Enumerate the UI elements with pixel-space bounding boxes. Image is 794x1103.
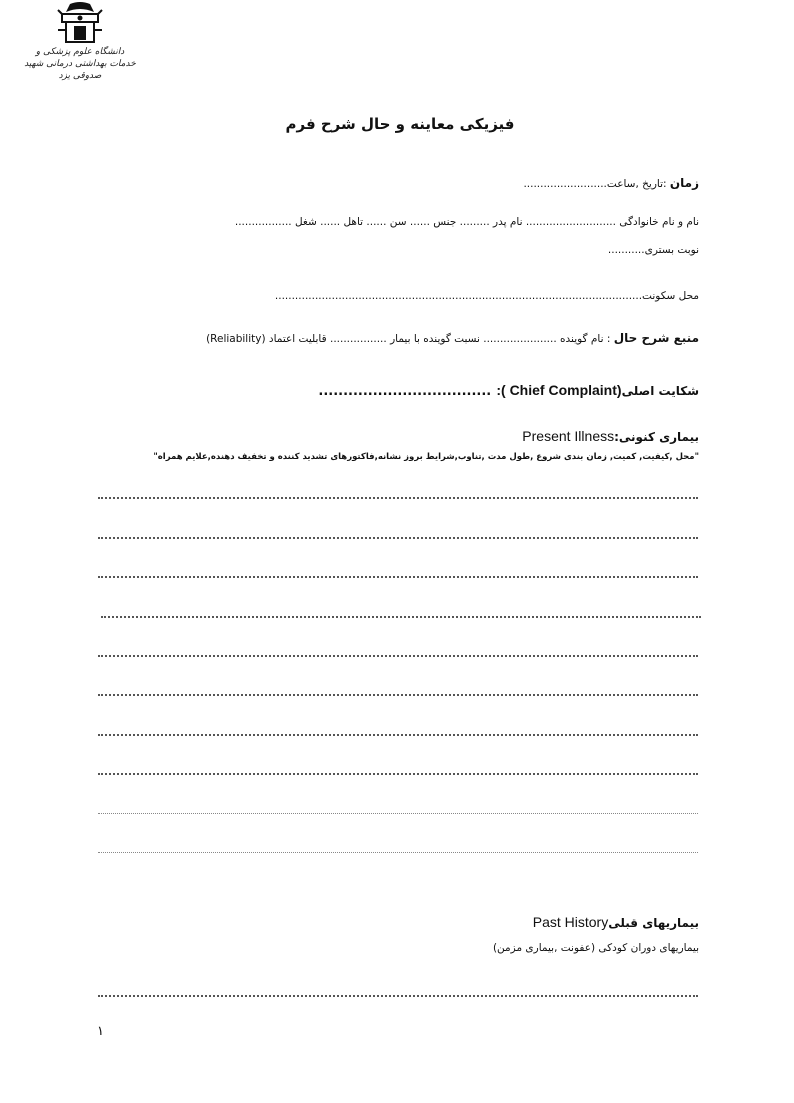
past-history-heading xyxy=(533,912,699,931)
writing-line xyxy=(98,655,698,659)
writing-line xyxy=(98,813,698,816)
writing-line xyxy=(98,773,698,777)
writing-line xyxy=(98,734,698,738)
present-illness-label: بیماری کنونی: xyxy=(614,430,699,444)
page-number: ١ xyxy=(97,1024,104,1039)
childhood-diseases-line: بیماریهای دوران کودکی (عفونت ,بیماری مزمن) xyxy=(492,942,699,954)
source-label: منبع شرح حال xyxy=(613,331,699,345)
history-source-field xyxy=(206,331,699,345)
writing-line xyxy=(98,852,698,855)
time-field xyxy=(523,176,699,190)
form-title: فیزیکی معاینه و حال شرح فرم xyxy=(285,115,515,133)
chief-complaint-label: شکایت اصلی xyxy=(621,384,699,398)
identity-line: نام و نام خانوادگی ........................... نام پدر ......... جنس ...... سن ...... تاهل ...... شغل ................. xyxy=(234,216,699,228)
chief-complaint-field xyxy=(318,380,699,399)
writing-line xyxy=(98,497,698,501)
present-illness-heading xyxy=(522,426,699,445)
university-name: دانشگاه علوم پزشکی و خدمات بهداشتی درمانی شهید صدوقی یزد xyxy=(24,47,136,81)
source-text: : نام گوینده ...................... نسبت گوینده با بیمار ................. قابلیت اعتماد (Reliability) xyxy=(206,333,611,345)
admission-line: نوبت بستری........... xyxy=(607,244,699,256)
writing-line xyxy=(98,694,698,698)
emblem-icon xyxy=(24,0,136,50)
past-history-label: بیماریهای قبلی xyxy=(608,916,699,930)
time-label: زمان xyxy=(669,176,699,190)
writing-line xyxy=(101,616,701,620)
time-text: :تاریخ ,ساعت......................... xyxy=(523,178,667,190)
writing-line xyxy=(98,995,698,999)
university-logo xyxy=(24,0,136,92)
chief-complaint-english: (Chief Complaint ): xyxy=(496,382,622,398)
present-illness-hint: "محل ,کیفیت, کمیت, زمان بندی شروع ,طول مدت ,تناوب,شرایط بروز نشانه,فاکتورهای تشدید کننده و تخفیف دهنده,علایم همراه" xyxy=(153,452,699,462)
present-illness-english: Present Illness xyxy=(522,428,615,444)
chief-complaint-dots: ................................... xyxy=(318,384,492,399)
writing-line xyxy=(98,576,698,580)
writing-line xyxy=(98,537,698,541)
past-history-english: Past History xyxy=(532,914,609,930)
residence-line: محل سکونت.............................................................................................................. xyxy=(274,290,699,302)
